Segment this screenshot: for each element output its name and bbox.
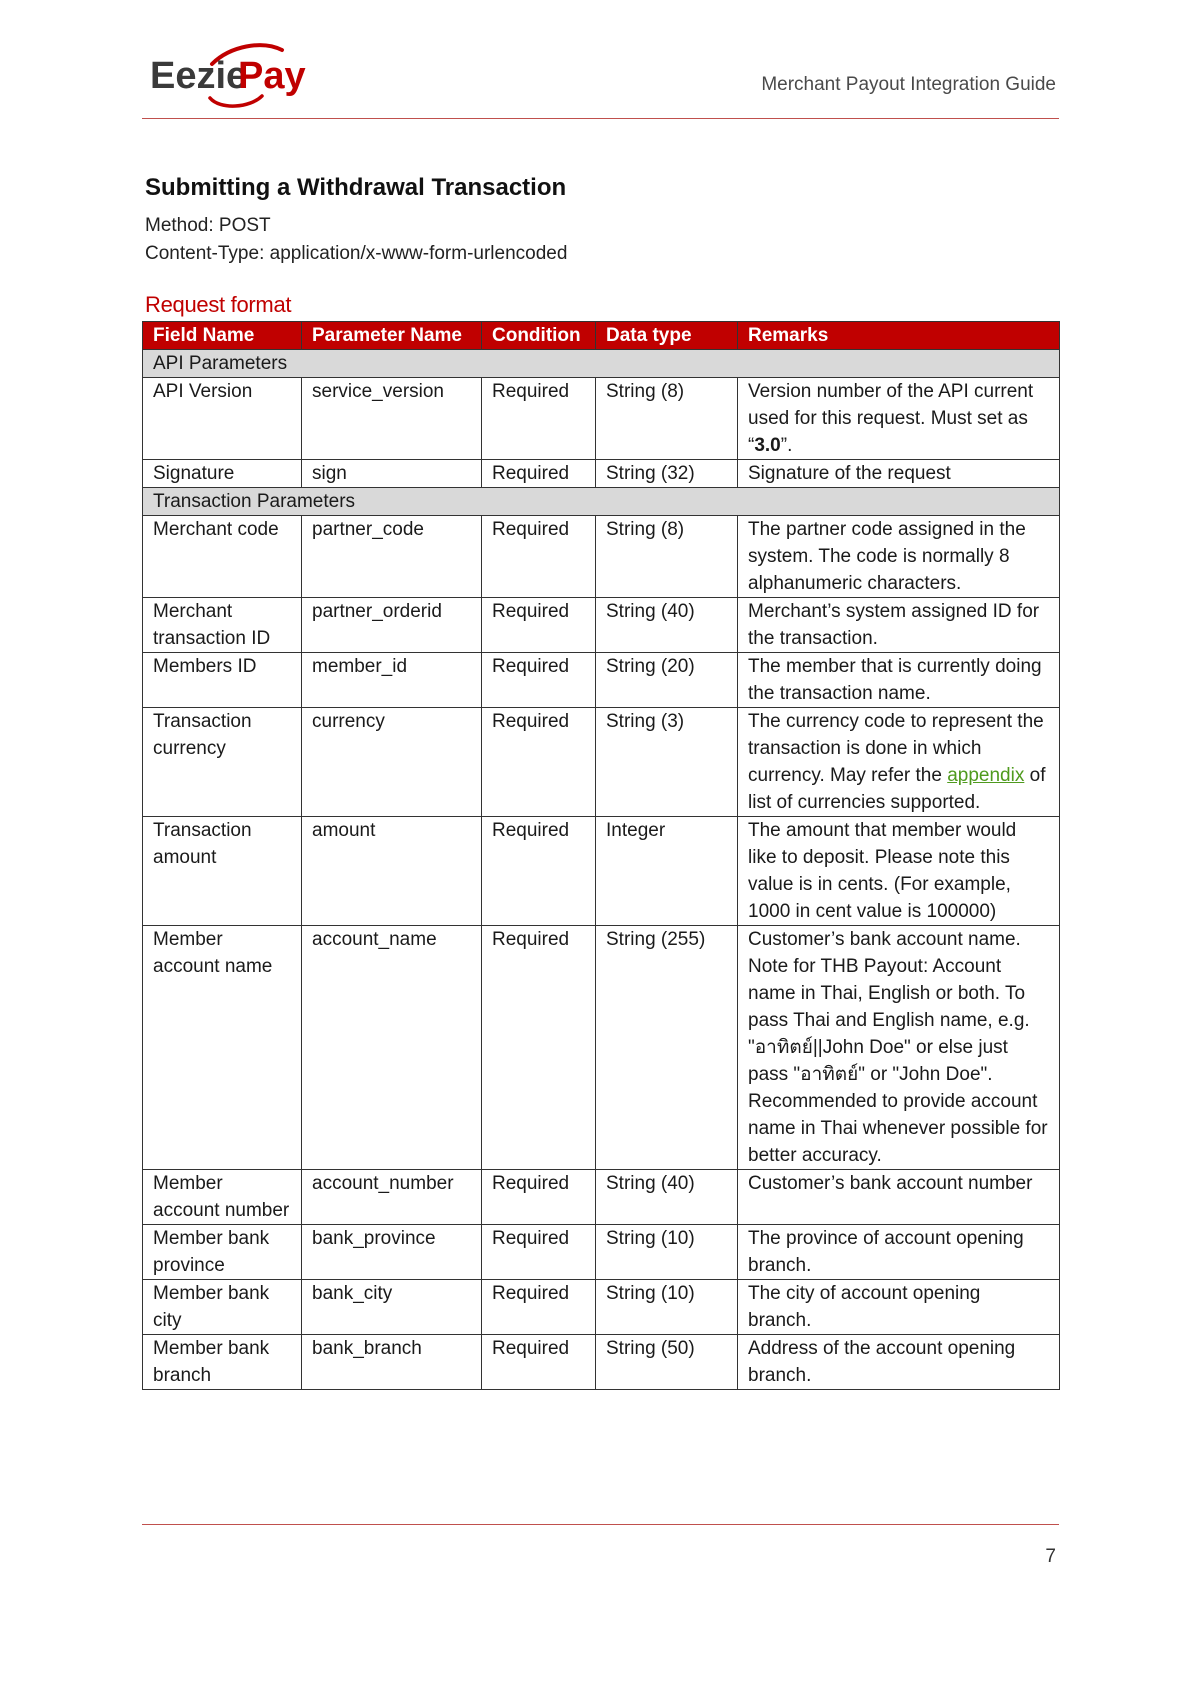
cell-remarks: The amount that member would like to deposit. Please note this value is in cents. (For example, 1000 in cent value is 100000) [738, 817, 1060, 926]
table-row [143, 460, 1060, 488]
table-row [143, 598, 1060, 653]
version-value: 3.0 [754, 435, 781, 456]
cell-condition: Required [482, 378, 596, 460]
cell-type: String (40) [596, 598, 738, 653]
footer-divider [142, 1524, 1059, 1525]
cell-remarks: Signature of the request [738, 460, 1060, 488]
page-number: 7 [1045, 1546, 1056, 1567]
cell-field: Transaction currency [143, 708, 302, 817]
cell-field: Member bank city [143, 1280, 302, 1335]
cell-field: Signature [143, 460, 302, 488]
header-divider [142, 118, 1059, 119]
cell-remarks: The member that is currently doing the transaction name. [738, 653, 1060, 708]
cell-param: bank_branch [302, 1335, 482, 1390]
cell-param: member_id [302, 653, 482, 708]
cell-remarks: The currency code to represent the transaction is done in which currency. May refer the appendix of list of currencies supported. [738, 708, 1060, 817]
cell-type: String (255) [596, 926, 738, 1170]
cell-param: amount [302, 817, 482, 926]
cell-param: bank_province [302, 1225, 482, 1280]
section-heading: Submitting a Withdrawal Transaction [145, 174, 567, 201]
cell-condition: Required [482, 598, 596, 653]
header-parameter-name: Parameter Name [302, 322, 482, 350]
cell-param: partner_orderid [302, 598, 482, 653]
cell-condition: Required [482, 1335, 596, 1390]
table-row [143, 1170, 1060, 1225]
section-row-transaction-parameters [143, 488, 1060, 516]
cell-field: API Version [143, 378, 302, 460]
table-row [143, 378, 1060, 460]
cell-type: String (8) [596, 516, 738, 598]
cell-condition: Required [482, 1170, 596, 1225]
cell-param: partner_code [302, 516, 482, 598]
cell-remarks: Address of the account opening branch. [738, 1335, 1060, 1390]
method-line: Method: POST [145, 215, 271, 236]
cell-remarks: Customer’s bank account name. Note for THB Payout: Account name in Thai, English or both. To pass Thai and English name, e.g. "อาทิตย์||John Doe" or else just pass "อาทิตย์" or "John Doe". Recommended to provide account name in Thai whenever possible for better accuracy. [738, 926, 1060, 1170]
table-row [143, 516, 1060, 598]
section-title: API Parameters [143, 350, 1060, 378]
cell-condition: Required [482, 817, 596, 926]
cell-param: account_number [302, 1170, 482, 1225]
table-row [143, 817, 1060, 926]
cell-type: String (20) [596, 653, 738, 708]
cell-type: String (32) [596, 460, 738, 488]
cell-type: String (10) [596, 1280, 738, 1335]
cell-condition: Required [482, 1280, 596, 1335]
table-row [143, 653, 1060, 708]
table-header-row [143, 322, 1060, 350]
cell-param: service_version [302, 378, 482, 460]
eeziepay-logo [150, 40, 350, 110]
cell-type: String (8) [596, 378, 738, 460]
section-title: Transaction Parameters [143, 488, 1060, 516]
table-row [143, 708, 1060, 817]
cell-field: Member account number [143, 1170, 302, 1225]
header-condition: Condition [482, 322, 596, 350]
cell-condition: Required [482, 653, 596, 708]
logo-part2: Pay [238, 55, 306, 97]
cell-param: sign [302, 460, 482, 488]
request-format-heading: Request format [145, 292, 292, 317]
cell-condition: Required [482, 516, 596, 598]
section-row-api-parameters [143, 350, 1060, 378]
appendix-link[interactable]: appendix [947, 765, 1025, 786]
table-row [143, 1335, 1060, 1390]
cell-type: String (40) [596, 1170, 738, 1225]
cell-remarks: The province of account opening branch. [738, 1225, 1060, 1280]
cell-type: String (10) [596, 1225, 738, 1280]
cell-field: Transaction amount [143, 817, 302, 926]
header-remarks: Remarks [738, 322, 1060, 350]
logo-part1: Eezie [150, 55, 248, 97]
header-field-name: Field Name [143, 322, 302, 350]
cell-condition: Required [482, 460, 596, 488]
cell-field: Merchant code [143, 516, 302, 598]
cell-param: currency [302, 708, 482, 817]
cell-param: bank_city [302, 1280, 482, 1335]
cell-remarks: Customer’s bank account number [738, 1170, 1060, 1225]
cell-remarks: The partner code assigned in the system. The code is normally 8 alphanumeric characters. [738, 516, 1060, 598]
cell-type: Integer [596, 817, 738, 926]
header-data-type: Data type [596, 322, 738, 350]
request-format-table [142, 321, 1060, 1390]
cell-field: Member bank province [143, 1225, 302, 1280]
cell-field: Member account name [143, 926, 302, 1170]
cell-remarks: The city of account opening branch. [738, 1280, 1060, 1335]
cell-param: account_name [302, 926, 482, 1170]
table-row [143, 1225, 1060, 1280]
cell-condition: Required [482, 708, 596, 817]
cell-field: Member bank branch [143, 1335, 302, 1390]
cell-condition: Required [482, 1225, 596, 1280]
cell-type: String (50) [596, 1335, 738, 1390]
content-type-line: Content-Type: application/x-www-form-urlencoded [145, 243, 568, 264]
cell-remarks: Version number of the API current used for this request. Must set as “3.0”. [738, 378, 1060, 460]
table-row [143, 926, 1060, 1170]
table-row [143, 1280, 1060, 1335]
cell-remarks: Merchant’s system assigned ID for the transaction. [738, 598, 1060, 653]
document-title: Merchant Payout Integration Guide [761, 74, 1056, 95]
cell-type: String (3) [596, 708, 738, 817]
cell-field: Members ID [143, 653, 302, 708]
cell-condition: Required [482, 926, 596, 1170]
cell-field: Merchant transaction ID [143, 598, 302, 653]
